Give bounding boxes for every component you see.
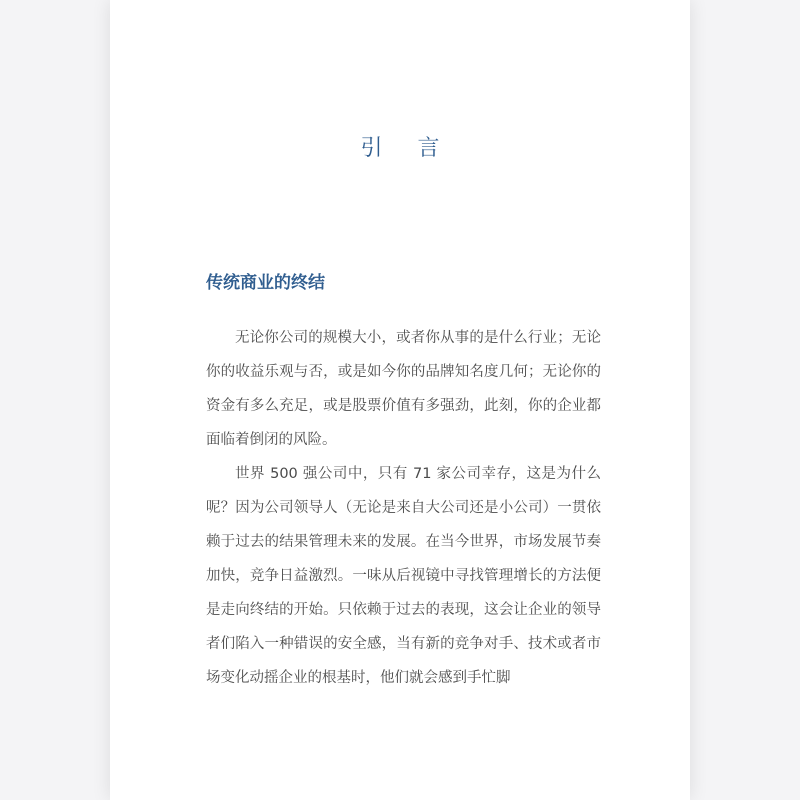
paragraph: 无论你公司的规模大小，或者你从事的是什么行业；无论你的收益乐观与否，或是如今你的品牌知名度几何；无论你的资金有多么充足，或是股票价值有多强劲，此刻，你的企业都面临着倒闭的风险。 (206, 330, 601, 448)
paragraph: 世界 500 强公司中，只有 71 家公司幸存，这是为什么呢？因为公司领导人（无论是来自大公司还是小公司）一贯依赖于过去的结果管理未来的发展。在当今世界，市场发展节奏加快，竞争日益激烈。一味从后视镜中寻找管理增长的方法便是走向终结的开始。只依赖于过去的表现，这会让企业的领导者们陷入一种错误的安全感，当有新的竞争对手、技术或者市场变化动摇企业的根基时，他们就会感到手忙脚 (206, 466, 601, 686)
section-heading: 传统商业的终结 (206, 273, 325, 293)
body-text (206, 321, 601, 695)
chapter-title: 引 言 (360, 136, 454, 161)
book-page (110, 0, 690, 800)
